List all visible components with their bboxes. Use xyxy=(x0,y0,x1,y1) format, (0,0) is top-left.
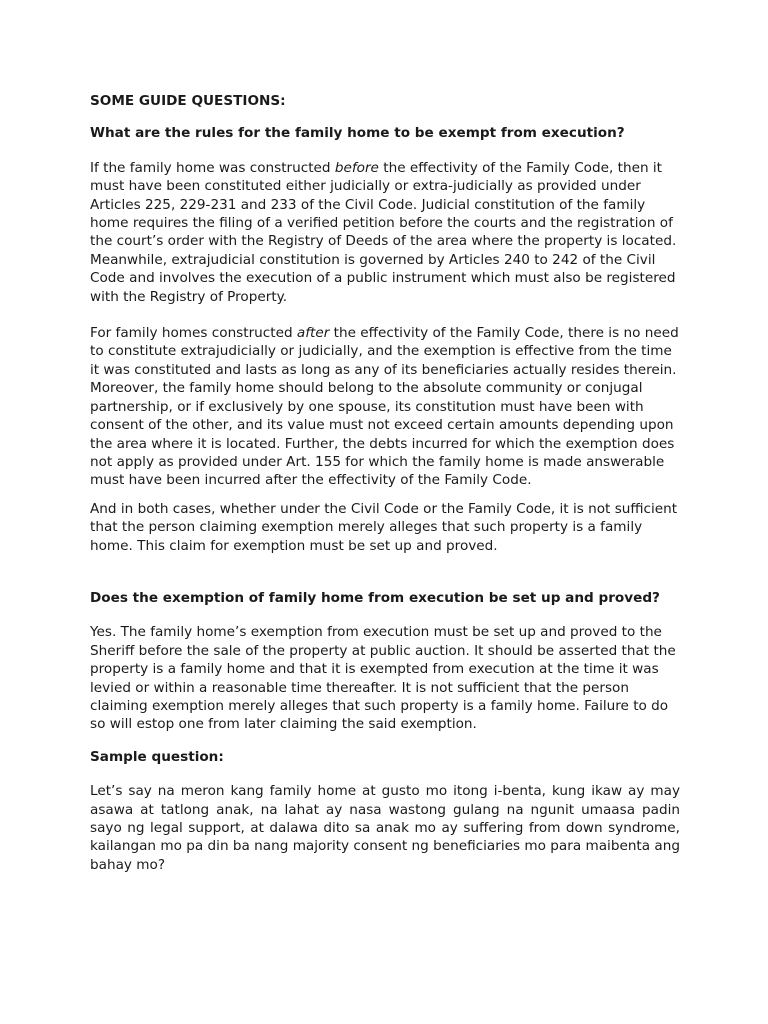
sample-question-heading: Sample question: xyxy=(90,748,224,765)
document-page xyxy=(90,92,680,874)
paragraph-after-family-code xyxy=(90,324,680,490)
question-2: Does the exemption of family home from execution be set up and proved? xyxy=(90,589,660,606)
paragraph-2-rest: the effectivity of the Family Code, there is no need to constitute extrajudicially or judicially, and the exemption is effective from the time it was constituted and lasts as long as any of its beneficiaries actually resides therein. Moreover, the family home should belong to the absolute community or conjugal partnership, or if exclusively by one spouse, its constitution must have been with consent of the other, and its value must not exceed certain amounts depending upon the area where it is located. Further, the debts incurred for which the exemption does not apply as provided under Art. 155 for which the family home is made answerable must have been incurred after the effectivity of the Family Code. xyxy=(90,325,679,489)
paragraph-2-start: For family homes constructed xyxy=(90,325,297,342)
paragraph-1-start: If the family home was constructed xyxy=(90,159,335,176)
question-1 xyxy=(90,124,680,142)
question-1-lead: W xyxy=(90,125,105,142)
paragraph-2-emphasis: after xyxy=(296,325,330,342)
sample-question-text: Let’s say na meron kang family home at gusto mo itong i-benta, kung ikaw ay may asawa at tatlong anak, na lahat ay nasa wastong gulang na ngunit umaasa padin sayo ng legal support, at dalawa dito sa anak mo ay suffering from down syndrome, kailangan mo pa din ba nang majority consent ng beneficiaries mo para maibenta ang bahay mo? xyxy=(90,783,680,873)
paragraph-before-family-code xyxy=(90,159,680,306)
question-1-text: hat are the rules for the family home to be exempt from execution? xyxy=(105,125,625,142)
paragraph-1-rest: the effectivity of the Family Code, then it must have been constituted either judicially or extra-judicially as provided under Articles 225, 229-231 and 233 of the Civil Code. Judicial constitution of the family home requires the filing of a verified petition before the courts and the registration of the court’s order with the Registry of Deeds of the area where the property is located. Meanwhile, extrajudicial constitution is governed by Articles 240 to 242 of the Civil Code and involves the execution of a public instrument which must also be registered with the Registry of Property. xyxy=(90,159,677,305)
paragraph-answer: Yes. The family home’s exemption from execution must be set up and proved to the Sheriff before the sale of the property at public auction. It should be asserted that the property is a family home and that it is exempted from execution at the time it was levied or within a reasonable time thereafter. It is not sufficient that the person claiming exemption merely alleges that such property is a family home. Failure to do so will estop one from later claiming the said exemption. xyxy=(90,624,676,733)
paragraph-1-emphasis: before xyxy=(334,159,379,176)
paragraph-both-cases: And in both cases, whether under the Civil Code or the Family Code, it is not sufficient that the person claiming exemption merely alleges that such property is a family home. This claim for exemption must be set up and proved. xyxy=(90,500,678,554)
document-heading: SOME GUIDE QUESTIONS: xyxy=(90,93,286,109)
